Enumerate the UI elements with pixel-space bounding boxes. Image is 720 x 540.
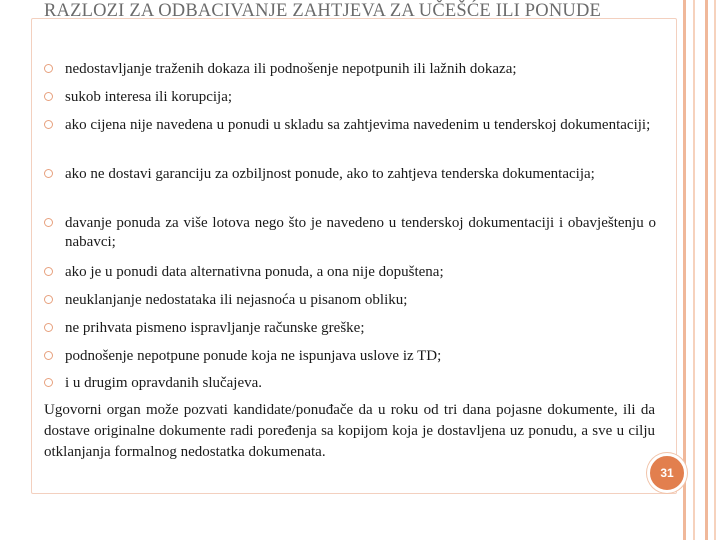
decorative-rule: [683, 0, 686, 540]
closing-paragraph: Ugovorni organ može pozvati kandidate/ponuđače da u roku od tri dana pojasne dokumente, ili da dostave originalne dokumente radi poređenja sa kopijom koja je dostavljena uz ponudu, a sve u cilju otklanjanja formalnog nedostatka dokumenata.: [44, 402, 655, 460]
list-item: [44, 319, 656, 338]
list-item: [44, 374, 656, 393]
bullet-circle-icon: [44, 92, 53, 101]
bullet-text: i u drugim opravdanih slučajeva.: [65, 375, 263, 391]
bullet-circle-icon: [44, 218, 53, 227]
bullet-circle-icon: [44, 120, 53, 129]
bullet-text: ako cijena nije navedena u ponudi u skladu sa zahtjevima navedenim u tenderskoj dokumentaciji;: [65, 117, 651, 133]
bullet-circle-icon: [44, 295, 53, 304]
bullet-circle-icon: [44, 64, 53, 73]
list-item: [44, 291, 656, 310]
bullet-text: davanje ponuda za više lotova nego što je navedeno u tenderskoj dokumentaciji i obavještenju o nabavci;: [65, 215, 656, 250]
bullet-text: ako ne dostavi garanciju za ozbiljnost ponude, ako to zahtjeva tenderska dokumentacija;: [65, 166, 595, 182]
bullet-text: ako je u ponudi data alternativna ponuda, a ona nije dopuštena;: [65, 264, 444, 280]
list-item: [44, 116, 656, 135]
bullet-text: sukob interesa ili korupcija;: [65, 89, 233, 105]
list-item: [44, 88, 656, 107]
list-item: [44, 214, 656, 252]
bullet-circle-icon: [44, 351, 53, 360]
decorative-rule: [705, 0, 708, 540]
page-number-badge: 31: [647, 453, 687, 493]
bullet-circle-icon: [44, 169, 53, 178]
list-item: [44, 347, 656, 366]
slide-title: RAZLOZI ZA ODBACIVANJE ZAHTJEVA ZA UČEŠĆE ILI PONUDE: [44, 1, 602, 21]
decorative-rule: [693, 0, 695, 540]
list-item: [44, 263, 656, 282]
bullet-text: neuklanjanje nedostataka ili nejasnoća u pisanom obliku;: [65, 292, 408, 308]
list-item: [44, 60, 656, 79]
decorative-rule: [714, 0, 716, 540]
bullet-circle-icon: [44, 378, 53, 387]
bullet-circle-icon: [44, 323, 53, 332]
bullet-text: podnošenje nepotpune ponude koja ne ispunjava uslove iz TD;: [65, 348, 442, 364]
list-item: [44, 165, 656, 184]
bullet-circle-icon: [44, 267, 53, 276]
bullet-text: nedostavljanje traženih dokaza ili podnošenje nepotpunih ili lažnih dokaza;: [65, 61, 517, 77]
bullet-text: ne prihvata pismeno ispravljanje računske greške;: [65, 320, 365, 336]
